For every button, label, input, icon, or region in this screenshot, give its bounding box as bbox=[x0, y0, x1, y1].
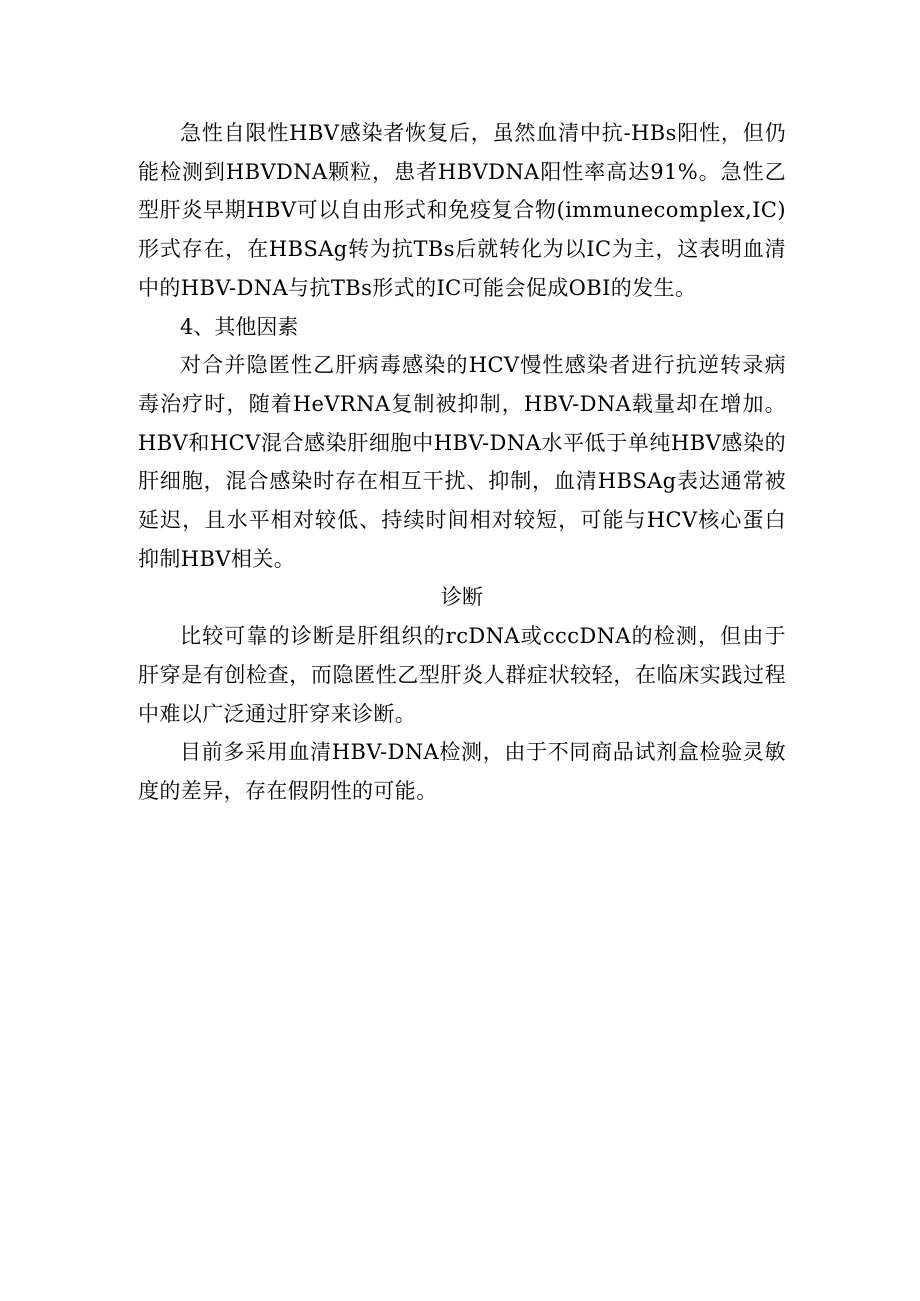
document-page bbox=[138, 114, 786, 811]
paragraph-hcv-coinfection: 对合并隐匿性乙肝病毒感染的HCV慢性感染者进行抗逆转录病毒治疗时，随着HeVRNA复制被抑制，HBV-DNA载量却在增加。HBV和HCV混合感染肝细胞中HBV-DNA水平低于单纯HBV感染的肝细胞，混合感染时存在相互干扰、抑制，血清HBSAg表达通常被延迟，且水平相对较低、持续时间相对较短，可能与HCV核心蛋白抑制HBV相关。 bbox=[138, 353, 786, 571]
section-heading-other-factors: 4、其他因素 bbox=[180, 314, 299, 339]
paragraph-liver-biopsy: 比较可靠的诊断是肝组织的rcDNA或cccDNA的检测，但由于肝穿是有创检查，而隐匿性乙型肝炎人群症状较轻，在临床实践过程中难以广泛通过肝穿来诊断。 bbox=[138, 624, 786, 726]
paragraph-acute-hbv: 急性自限性HBV感染者恢复后，虽然血清中抗-HBs阳性，但仍能检测到HBVDNA颗粒，患者HBVDNA阳性率高达91%。急性乙型肝炎早期HBV可以自由形式和免疫复合物(immunecomplex,IC)形式存在，在HBSAg转为抗TBs后就转化为以IC为主，这表明血清中的HBV-DNA与抗TBs形式的IC可能会促成OBI的发生。 bbox=[138, 121, 786, 300]
section-title-diagnosis: 诊断 bbox=[441, 585, 483, 610]
paragraph-serum-detection: 目前多采用血清HBV-DNA检测，由于不同商品试剂盒检验灵敏度的差异，存在假阴性的可能。 bbox=[138, 740, 786, 803]
